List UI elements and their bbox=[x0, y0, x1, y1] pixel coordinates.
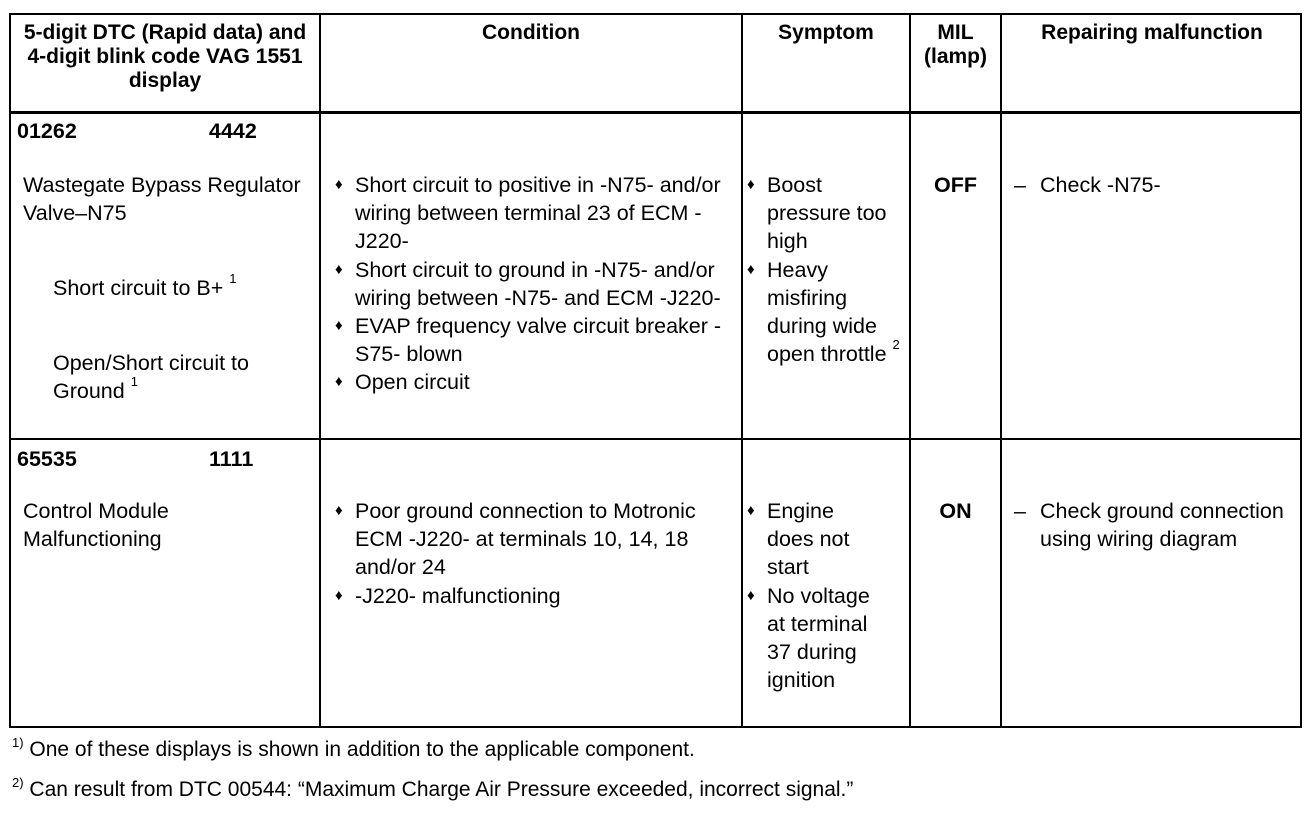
list-item: ♦ Engine does not start bbox=[745, 497, 875, 582]
column-divider bbox=[741, 15, 743, 726]
column-divider bbox=[1000, 15, 1002, 726]
list-item: ♦ Boost pressure too high bbox=[745, 171, 909, 256]
list-item: ♦ Short circuit to positive in -N75- and/or wiring between terminal 23 of ECM -J220- bbox=[333, 171, 733, 256]
row-divider bbox=[11, 438, 1300, 440]
condition-list bbox=[333, 171, 733, 397]
repair-step: – Check -N75- bbox=[1004, 171, 1300, 199]
component-name: Wastegate Bypass Regulator Valve–N75 bbox=[23, 173, 301, 226]
column-divider bbox=[909, 15, 911, 726]
symptom-list bbox=[745, 171, 909, 368]
list-item: ♦ Poor ground connection to Motronic ECM -J220- at terminals 10, 14, 18 and/or 24 bbox=[333, 497, 728, 582]
list-item: ♦ Short circuit to ground in -N75- and/or wiring between -N75- and ECM -J220- bbox=[333, 256, 733, 312]
mil-status: OFF bbox=[934, 173, 977, 197]
column-divider bbox=[319, 15, 321, 726]
footnote: $^{1)}$ One of these displays is shown in addition to the applicable component. bbox=[12, 735, 695, 761]
list-item: ♦ EVAP frequency valve circuit breaker -S75- blown bbox=[333, 312, 733, 368]
component-name: Control Module Malfunctioning bbox=[23, 499, 169, 552]
repair-step: – Check ground connection using wiring diagram bbox=[1004, 497, 1290, 553]
list-item: ♦ No voltage at terminal 37 during ignition bbox=[745, 582, 875, 695]
footnote-ref: 1 bbox=[229, 271, 237, 286]
header-condition: Condition bbox=[482, 21, 580, 44]
dtc-code: 01262 bbox=[17, 119, 77, 143]
header-code: 5-digit DTC (Rapid data) and 4-digit blink code VAG 1551 display bbox=[23, 21, 307, 92]
header-mil: MIL (lamp) bbox=[924, 21, 987, 68]
footnote-ref: 2 bbox=[892, 337, 900, 353]
fault-type: Short circuit to B+ $^1$ bbox=[53, 271, 237, 300]
footnote: $^{2)}$ Can result from DTC 00544: “Maximum Charge Air Pressure exceeded, incorrect signal.” bbox=[12, 775, 854, 801]
symptom-list bbox=[745, 497, 875, 694]
dtc-table bbox=[9, 13, 1302, 728]
blink-code: 4442 bbox=[209, 119, 257, 143]
header-symptom: Symptom bbox=[778, 21, 874, 44]
header-divider bbox=[11, 111, 1300, 114]
list-item: ♦ Heavy misfiring during wide open throttle $^2$ bbox=[745, 256, 909, 369]
header-repair: Repairing malfunction bbox=[1041, 21, 1263, 44]
footnote-ref: 1 bbox=[130, 374, 138, 390]
list-item: ♦ -J220- malfunctioning bbox=[333, 582, 728, 610]
mil-status: ON bbox=[939, 499, 972, 523]
fault-type: Open/Short circuit to Ground $^1$ bbox=[53, 351, 249, 404]
blink-code: 1111 bbox=[209, 447, 254, 471]
dtc-code: 65535 bbox=[17, 447, 77, 471]
list-item: ♦ Open circuit bbox=[333, 368, 733, 396]
condition-list bbox=[333, 497, 728, 610]
